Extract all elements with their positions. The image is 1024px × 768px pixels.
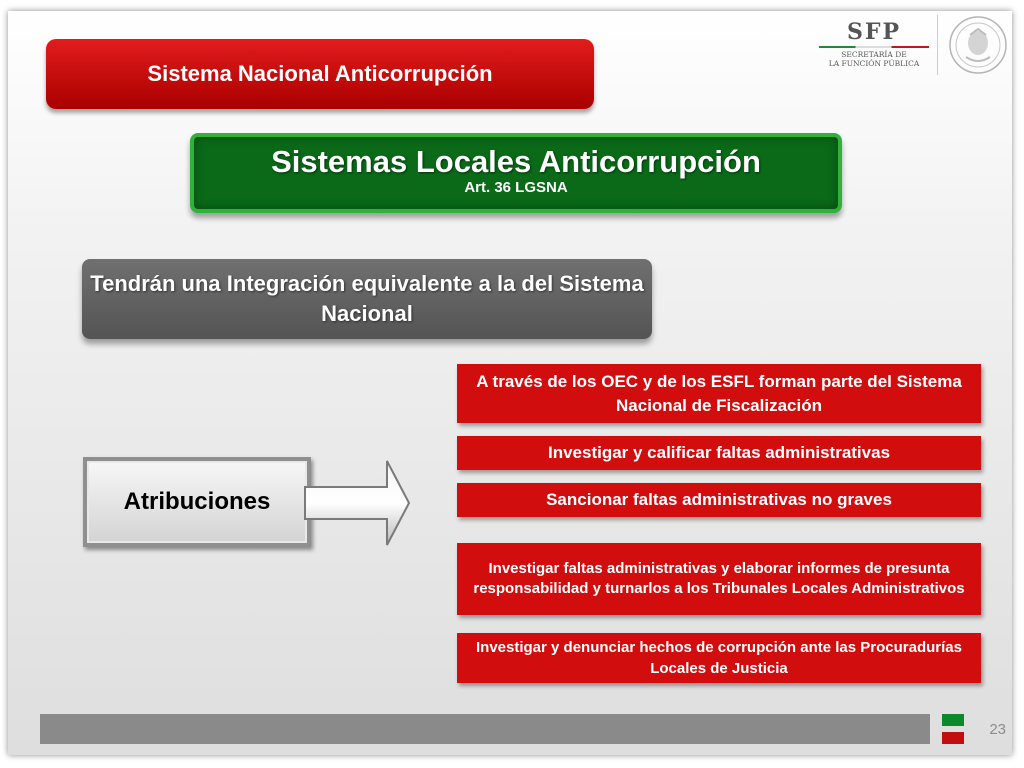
atribucion-text: Investigar y denunciar hechos de corrupción ante las Procuradurías Locales de Justicia [476, 639, 962, 677]
atribucion-text: Investigar y calificar faltas administrativas [547, 443, 891, 462]
sfp-logo-abbr: SFP [846, 19, 902, 45]
section-title-banner [46, 39, 594, 109]
atribucion-item [457, 543, 981, 615]
flag-green-block [942, 714, 964, 726]
integration-note-box [82, 259, 652, 339]
sfp-logo [814, 19, 934, 79]
flag-red-block [942, 732, 964, 744]
sfp-logo-flag-line [819, 46, 929, 48]
atribucion-item [457, 483, 981, 517]
section-title: Sistema Nacional Anticorrupción [147, 61, 493, 86]
atribucion-text: Investigar faltas administrativas y elaborar informes de presunta responsabilidad y turnarlos a los Tribunales Locales Administrativos [473, 560, 965, 597]
right-arrow-icon [303, 457, 413, 549]
main-heading-banner [190, 133, 842, 213]
atribucion-item [457, 436, 981, 470]
main-heading: Sistemas Locales Anticorrupción [271, 144, 761, 179]
logo-divider [937, 15, 938, 75]
atribuciones-box [83, 457, 311, 547]
main-subheading: Art. 36 LGSNA [464, 179, 568, 196]
sfp-logo-line1: SECRETARÍA DE [841, 50, 907, 59]
mexico-coat-of-arms-seal-icon [948, 15, 1008, 75]
integration-note: Tendrán una Integración equivalente a la del Sistema Nacional [90, 271, 644, 326]
footer-bar [40, 714, 930, 744]
atribucion-item [457, 633, 981, 683]
slide [8, 11, 1012, 755]
sfp-logo-line2: LA FUNCIÓN PÚBLICA [828, 59, 920, 68]
atribucion-item [457, 364, 981, 423]
atribucion-text: A través de los OEC y de los ESFL forman parte del Sistema Nacional de Fiscalización [476, 371, 962, 415]
atribuciones-label: Atribuciones [123, 488, 271, 515]
atribucion-text: Sancionar faltas administrativas no graves [546, 490, 892, 509]
page-number: 23 [989, 721, 1006, 738]
